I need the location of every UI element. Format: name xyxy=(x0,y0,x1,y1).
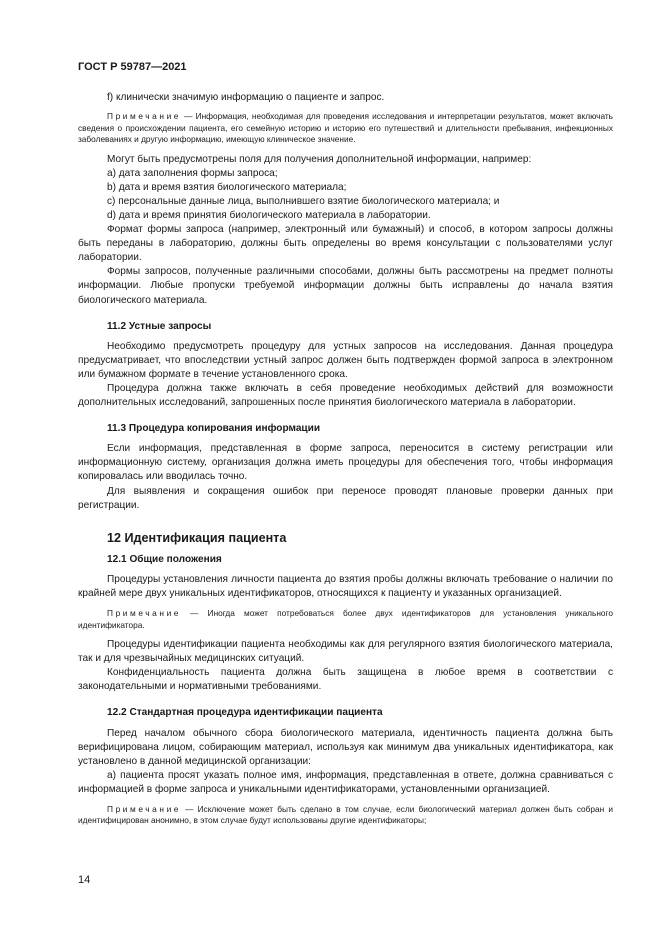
paragraph: Перед началом обычного сбора биологического материала, идентичность пациента должна быть верифицирована лицом, собирающим материал, используя как минимум два уникальных идентификатора, как установлено в данной медицинской организации: xyxy=(78,727,613,767)
note-label: Примечание xyxy=(107,608,182,619)
paragraph: Конфиденциальность пациента должна быть защищена в любое время в соответствии с законодательными и нормативными требованиями. xyxy=(78,667,613,693)
note-paragraph xyxy=(78,608,613,631)
section-heading-12-1: 12.1 Общие положения xyxy=(107,553,222,565)
paragraph: Формат формы запроса (например, электронный или бумажный) и способ, в котором запросы должны быть переданы в лабораторию, должны быть определены во время консультации с пользователями услуг лаборатории. xyxy=(78,224,613,264)
paragraph: Процедуры идентификации пациента необходимы как для регулярного взятия биологического материала, так и для чрезвычайных медицинских ситуаций. xyxy=(78,639,613,665)
paragraph: Формы запросов, полученные различными способами, должны быть рассмотрены на предмет полноты информации. Любые пропуски требуемой информации должны быть исправлены до начала взятия биологического материала. xyxy=(78,266,613,306)
paragraph: Если информация, представленная в форме запроса, переносится в систему регистрации или информационную систему, организация должна иметь процедуры для обеспечения того, чтобы информация копировалась или вводилась точно. xyxy=(78,443,613,483)
note-text: — Исключение может быть сделано в том случае, если биологический материал должен быть собран и идентифицирован анонимно, в этом случае будут использованы другие идентификаторы; xyxy=(78,803,613,826)
note-paragraph xyxy=(78,804,613,827)
note-label: Примечание xyxy=(107,111,182,122)
list-item-c: c) персональные данные лица, выполнившего взятие биологического материала; и xyxy=(107,195,500,207)
page-content xyxy=(78,91,613,827)
paragraph: Процедуры установления личности пациента до взятия пробы должны включать требование о наличии по крайней мере двух уникальных идентификаторов, относящихся к пациенту и указанных организацией. xyxy=(78,573,613,599)
list-item-f: f) клинически значимую информацию о пациенте и запрос. xyxy=(107,92,385,103)
paragraph: Необходимо предусмотреть процедуру для устных запросов на исследования. Данная процедура предусматривает, что впоследствии устный запрос должен быть подтвержден формой запроса в электронном или бумажном формате в течение установленного срока. xyxy=(78,340,613,380)
section-heading-12-2: 12.2 Стандартная процедура идентификации пациента xyxy=(107,707,383,719)
list-item-a: a) пациента просят указать полное имя, информация, представленная в ответе, должна сравниваться с информацией в форме запроса и уникальными идентификаторами, установленными организацией. xyxy=(78,769,613,795)
paragraph: Для выявления и сокращения ошибок при переносе проводят плановые проверки данных при регистрации. xyxy=(78,485,613,511)
list-item-d: d) дата и время принятия биологического материала в лаборатории. xyxy=(107,209,431,221)
paragraph: Могут быть предусмотрены поля для получения дополнительной информации, например: xyxy=(107,153,532,165)
page-number: 14 xyxy=(78,874,91,886)
section-heading-11-2: 11.2 Устные запросы xyxy=(107,320,212,332)
note-paragraph xyxy=(78,111,613,146)
chapter-heading-12: 12 Идентификация пациента xyxy=(107,530,287,545)
page-header: ГОСТ Р 59787—2021 xyxy=(78,61,187,73)
note-text: — Иногда может потребоваться более двух идентификаторов для установления уникального идентификатора. xyxy=(78,608,613,630)
section-heading-11-3: 11.3 Процедура копирования информации xyxy=(107,423,321,435)
list-item-a: a) дата заполнения формы запроса; xyxy=(107,167,278,179)
note-label: Примечание xyxy=(107,803,182,814)
paragraph: Процедура должна также включать в себя проведение необходимых действий для возможности дополнительных исследований, запрошенных после принятия биологического материала в лаборатории. xyxy=(78,383,613,409)
list-item-b: b) дата и время взятия биологического материала; xyxy=(107,181,347,193)
note-text: — Информация, необходимая для проведения исследования и интерпретации результатов, может включать сведения о происхождении пациента, его семейную историю и историю его путешествий и длительности пребывания, инфекционных заболеваниях и другую информацию, имеющую клиническое значение. xyxy=(78,111,613,145)
